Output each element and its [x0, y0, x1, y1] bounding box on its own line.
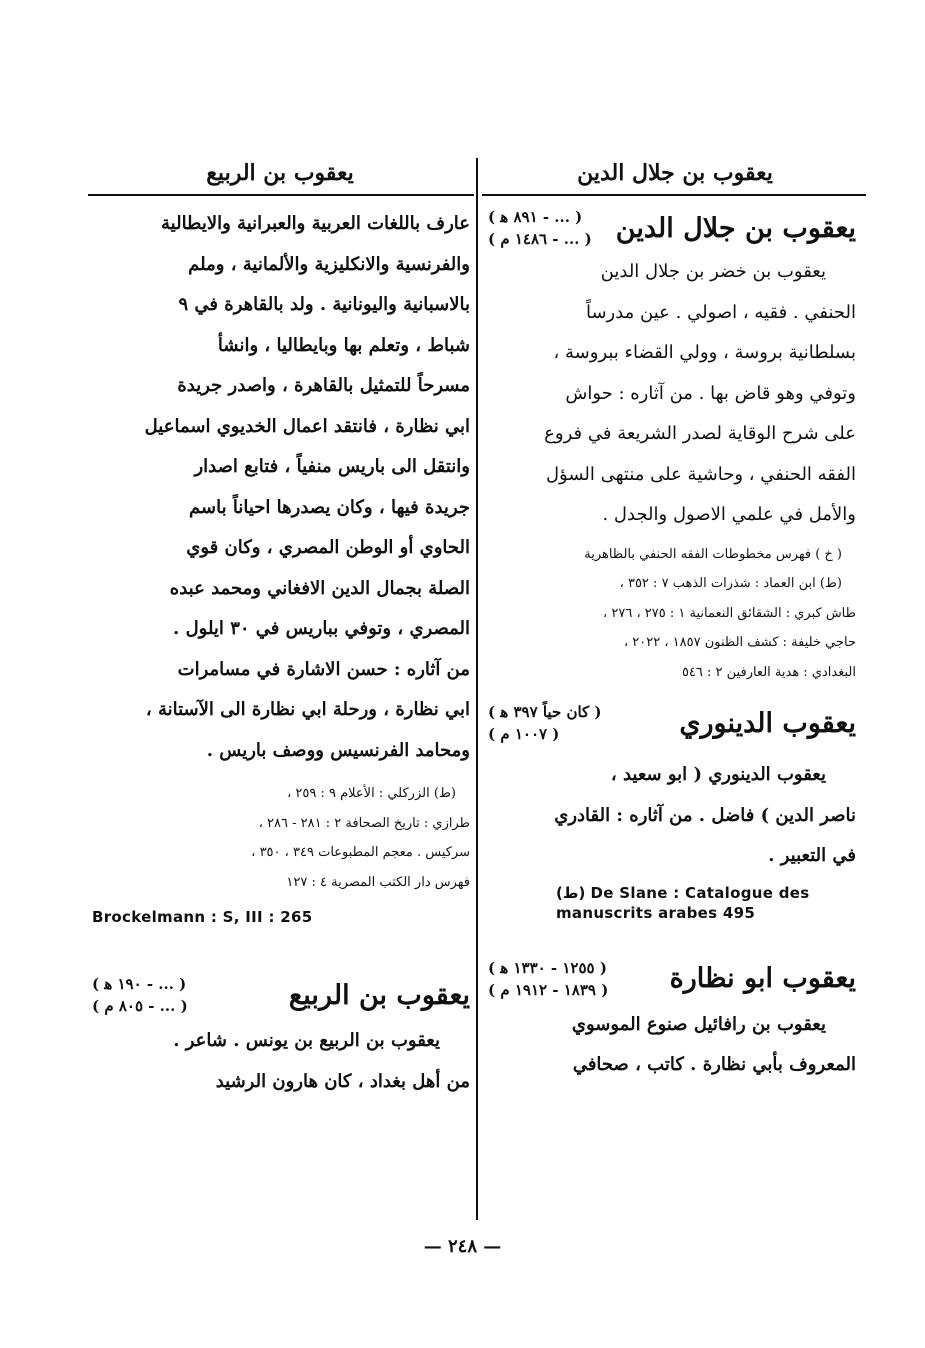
text-line: المعروف بأبي نظارة . كاتب ، صحافي	[572, 1054, 856, 1075]
column-divider	[476, 158, 478, 1220]
entry-dates	[92, 973, 188, 1017]
reference-latin: Brockelmann : S, III : 265	[92, 908, 313, 926]
entry-dates	[488, 206, 592, 250]
text-line: من آثاره : حسن الاشارة في مسامرات	[177, 658, 470, 680]
entry-heading	[488, 701, 856, 745]
entry-name: يعقوب بن جلال الدين	[615, 212, 856, 244]
reference-line: البغدادي : هدية العارفين ٢ : ٥٤٦	[681, 664, 856, 680]
text-line: يعقوب بن خضر بن جلال الدين	[600, 261, 826, 282]
text-line: ناصر الدين ) فاضل . من آثاره : القادري	[554, 804, 856, 826]
reference-line: ( خ ) فهرس مخطوطات الفقه الحنفي بالظاهرية	[584, 546, 842, 562]
dates-hijri: ( ... - ٨٩١ ﻫ )	[488, 208, 583, 226]
text-line: يعقوب بن الربيع بن يونس . شاعر .	[173, 1030, 440, 1051]
reference-line: (ط) ابن العماد : شذرات الذهب ٧ : ٣٥٢ ،	[619, 576, 842, 591]
header-rule-right	[482, 194, 866, 196]
header-rule-left	[88, 194, 474, 196]
dates-gregorian: ( ١٨٣٩ - ١٩١٢ م )	[488, 980, 609, 999]
entry-body	[488, 252, 856, 536]
dates-gregorian: ( ١٠٠٧ م )	[488, 725, 560, 743]
text-line: في التعبير .	[768, 845, 856, 866]
text-line: والفرنسية والانكليزية والألمانية ، وملم	[188, 253, 470, 275]
reference-line: طرازي : تاريخ الصحافة ٢ : ٢٨١ - ٢٨٦ ،	[258, 815, 470, 831]
text-line: جريدة فيها ، وكان يصدرها احياناً باسم	[189, 496, 470, 518]
dates-hijri: ( ١٢٥٥ - ١٣٣٠ ﻫ )	[488, 958, 607, 977]
text-line: مسرحاً للتمثيل بالقاهرة ، واصدر جريدة	[177, 375, 470, 396]
text-line: المصري ، وتوفي بباريس في ٣٠ ايلول .	[173, 618, 470, 639]
references	[488, 540, 856, 688]
reference-latin: (ط) De Slane : Catalogue des manuscrits arabes 495	[556, 883, 810, 922]
entry-dates	[488, 701, 602, 745]
right-column	[488, 204, 856, 1086]
text-line: شباط ، وتعلم بها وبايطاليا ، وانشأ	[217, 334, 470, 356]
text-line: والأمل في علمي الاصول والجدل .	[602, 504, 856, 525]
page-number: — ٢٤٨ —	[423, 1236, 502, 1257]
dates-hijri: ( كان حياً ٣٩٧ ﻫ )	[488, 703, 602, 721]
left-column	[92, 204, 470, 1102]
text-line: ومحامد الفرنسيس ووصف باريس .	[206, 739, 470, 761]
entry-name: يعقوب ابو نظارة	[669, 963, 856, 994]
text-line: وانتقل الى باريس منفياً ، فتابع اصدار	[194, 456, 470, 477]
text-line: الصلة بجمال الدين الافغاني ومحمد عبده	[169, 577, 470, 599]
entry-heading	[488, 957, 856, 1001]
text-line: الحنفي . فقيه ، اصولي . عين مدرساً	[585, 301, 856, 323]
entry-body-continued	[92, 204, 470, 771]
text-line: الحاوي أو الوطن المصري ، وكان قوي	[186, 537, 470, 558]
text-line: بالاسبانية واليونانية . ولد بالقاهرة في ٩	[178, 294, 470, 315]
text-line: من أهل بغداد ، كان هارون الرشيد	[215, 1070, 470, 1092]
entry-body	[488, 755, 856, 877]
entry-dates	[488, 957, 608, 1001]
dates-gregorian: ( ... - ١٤٨٦ م )	[488, 230, 592, 248]
entry-name: يعقوب الدينوري	[679, 707, 856, 739]
entry-body	[488, 1005, 856, 1086]
reference-line: طاش كبري : الشقائق النعمانية ١ : ٢٧٥ ، ٢٧٦ ،	[603, 605, 856, 621]
running-header-left: يعقوب بن الربيع	[206, 160, 354, 186]
reference-line: سركيس . معجم المطبوعات ٣٤٩ ، ٣٥٠ ،	[251, 845, 470, 860]
text-line: على شرح الوقاية لصدر الشريعة في فروع	[544, 423, 856, 444]
text-line: ابي نظارة ، فانتقد اعمال الخديوي اسماعيل	[144, 415, 470, 437]
entry-body	[92, 1021, 470, 1102]
text-line: بسلطانية بروسة ، وولي القضاء ببروسة ،	[553, 342, 856, 363]
text-line: ابي نظارة ، ورحلة ابي نظارة الى الآستانة ،	[145, 699, 470, 720]
reference-line: حاجي خليفة : كشف الظنون ١٨٥٧ ، ٢٠٢٢ ،	[623, 635, 856, 650]
entry-name: يعقوب بن الربيع	[288, 979, 470, 1011]
text-line: عارف باللغات العربية والعبرانية والايطالية	[161, 213, 470, 234]
dates-hijri: ( ... - ١٩٠ ﻫ )	[92, 975, 187, 993]
text-line: وتوفي وهو قاض بها . من آثاره : حواش	[565, 382, 856, 404]
running-header-right: يعقوب بن جلال الدين	[577, 160, 773, 186]
references	[92, 779, 470, 897]
entry-heading	[92, 973, 470, 1017]
reference-line: (ط) الزركلي : الأعلام ٩ : ٢٥٩ ،	[287, 786, 456, 801]
text-line: الفقه الحنفي ، وحاشية على منتهى السؤل	[545, 463, 856, 485]
text-line: يعقوب الدينوري ( ابو سعيد ،	[610, 764, 826, 785]
dates-gregorian: ( ... - ٨٠٥ م )	[92, 997, 188, 1015]
reference-line: فهرس دار الكتب المصرية ٤ : ١٢٧	[286, 874, 470, 890]
text-line: يعقوب بن رافائيل صنوع الموسوي	[571, 1013, 826, 1035]
entry-heading	[488, 206, 856, 250]
